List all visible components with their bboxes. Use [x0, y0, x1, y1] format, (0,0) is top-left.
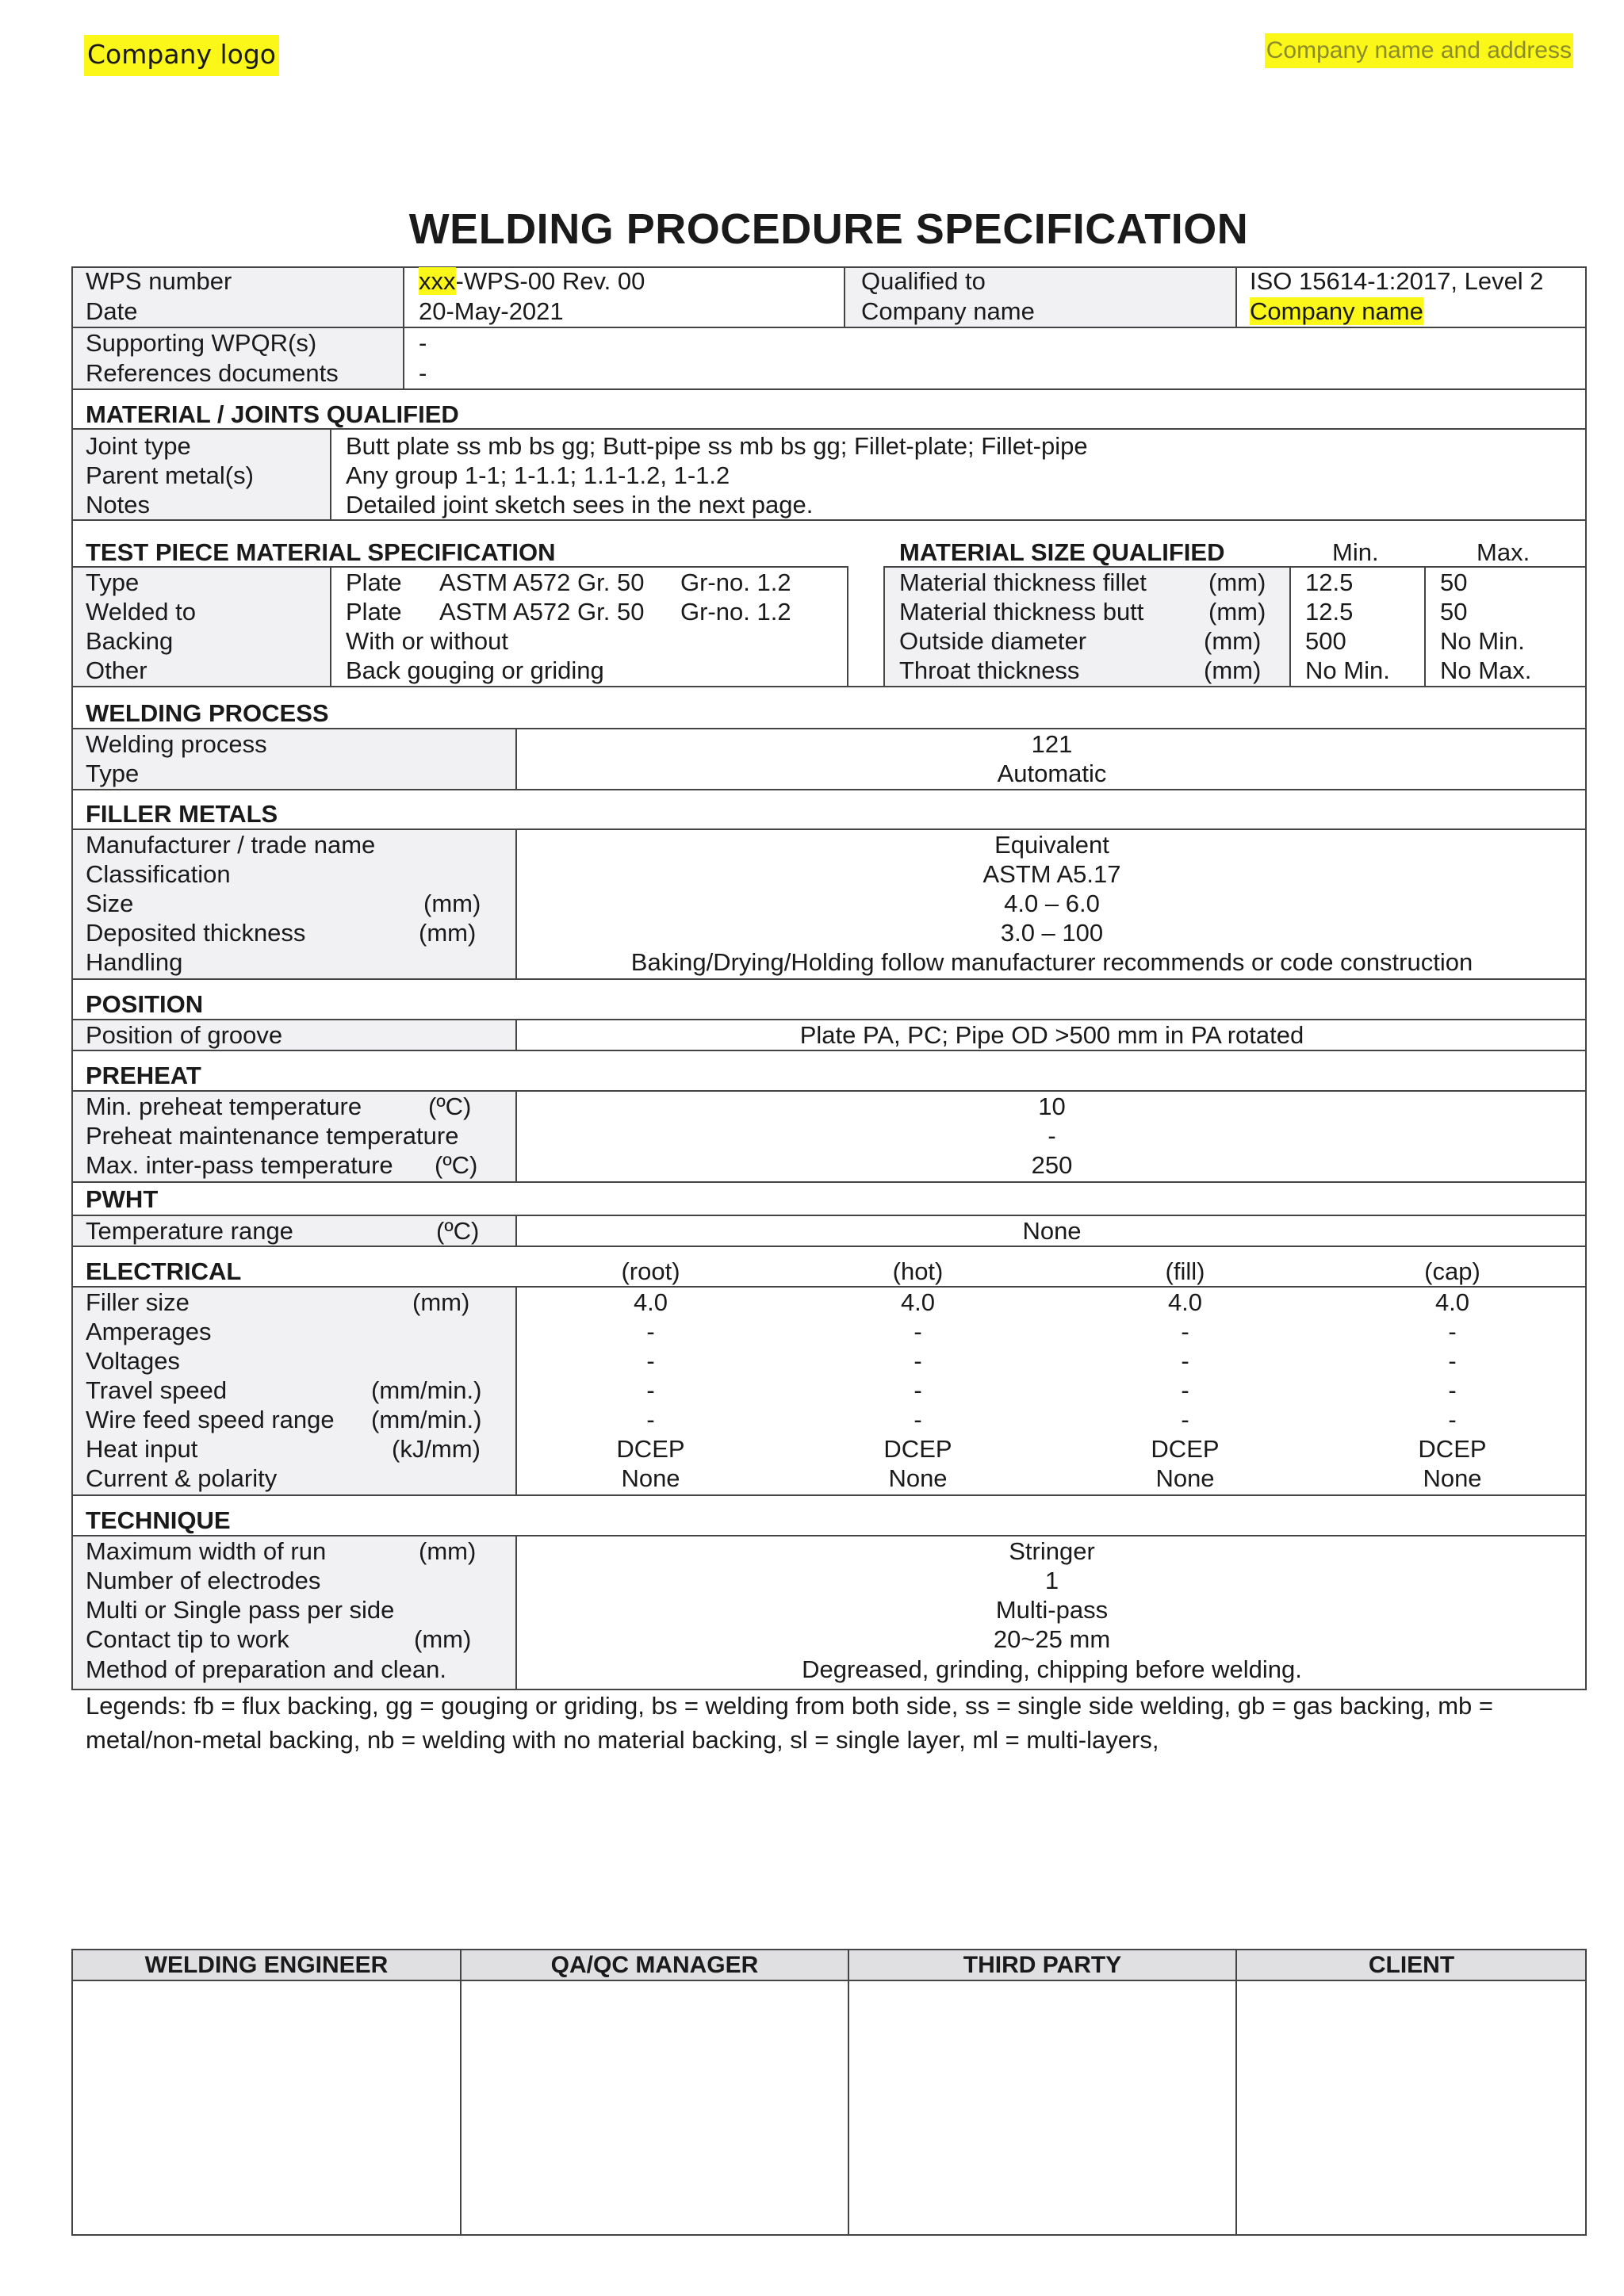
max-interpass-label: Max. inter-pass temperature: [86, 1151, 393, 1179]
preheat-maintenance-label: Preheat maintenance temperature: [86, 1122, 459, 1150]
contact-tip-unit: (mm): [414, 1625, 472, 1653]
elec-heat-input-hot: DCEP: [883, 1435, 952, 1463]
material-joints-heading: MATERIAL / JOINTS QUALIFIED: [86, 400, 459, 428]
tp-type-form: Plate: [346, 568, 402, 596]
size-max-header: Max.: [1477, 538, 1530, 566]
tp-welded-to-material: ASTM A572 Gr. 50: [439, 598, 645, 626]
elec-filler-size-hot: 4.0: [900, 1288, 936, 1316]
supporting-wpqr-label: Supporting WPQR(s): [86, 329, 317, 357]
size-throat-label: Throat thickness: [899, 656, 1080, 684]
tp-type-material: ASTM A572 Gr. 50: [439, 568, 645, 596]
filler-classification-label: Classification: [86, 860, 231, 888]
elec-travel-speed-fill: -: [1181, 1376, 1189, 1404]
elec-travel-speed-root: -: [646, 1376, 655, 1404]
elec-current-polarity-cap: None: [1423, 1464, 1482, 1492]
signature-welding-engineer: WELDING ENGINEER: [144, 1952, 389, 1978]
max-width-run-unit: (mm): [419, 1537, 477, 1565]
size-butt-max: 50: [1440, 598, 1468, 626]
elec-wire-feed-hot: -: [914, 1406, 922, 1433]
welding-process-heading: WELDING PROCESS: [86, 699, 329, 727]
notes-value: Detailed joint sketch sees in the next page.: [346, 491, 814, 519]
elec-heat-input-unit: (kJ/mm): [392, 1435, 481, 1463]
references-label: References documents: [86, 359, 339, 387]
wps-number-prefix: xxx: [419, 267, 456, 295]
max-interpass-value: 250: [1031, 1151, 1073, 1179]
size-od-max: No Min.: [1440, 627, 1525, 655]
pass-per-side-label: Multi or Single pass per side: [86, 1596, 395, 1624]
wps-number-label: WPS number: [86, 267, 232, 295]
wps-number-value: [419, 266, 645, 297]
max-width-run-value: Stringer: [1009, 1537, 1095, 1565]
preparation-method-value: Degreased, grinding, chipping before welding.: [802, 1655, 1302, 1683]
preparation-method-label: Method of preparation and clean.: [86, 1655, 446, 1683]
position-heading: POSITION: [86, 990, 204, 1018]
elec-current-polarity-label: Current & polarity: [86, 1464, 278, 1492]
company-name-address: Company name and address: [1265, 33, 1573, 68]
elec-voltages-cap: -: [1448, 1347, 1457, 1375]
size-fillet-unit: (mm): [1208, 568, 1266, 596]
size-fillet-label: Material thickness fillet: [899, 568, 1147, 596]
filler-handling-label: Handling: [86, 948, 183, 976]
elec-voltages-hot: -: [914, 1347, 922, 1375]
max-width-run-label: Maximum width of run: [86, 1537, 327, 1565]
date-value: 20-May-2021: [419, 297, 564, 325]
electrical-col-root: (root): [621, 1257, 680, 1285]
date-label: Date: [86, 297, 138, 325]
position-groove-value: Plate PA, PC; Pipe OD >500 mm in PA rotated: [799, 1021, 1304, 1049]
temperature-range-unit: (ºC): [436, 1217, 480, 1245]
elec-filler-size-unit: (mm): [412, 1288, 470, 1316]
contact-tip-label: Contact tip to work: [86, 1625, 289, 1653]
elec-amperages-root: -: [646, 1318, 655, 1345]
tp-welded-to-group: Gr-no. 1.2: [680, 598, 791, 626]
elec-travel-speed-hot: -: [914, 1376, 922, 1404]
signature-qaqc-manager: QA/QC MANAGER: [550, 1952, 759, 1978]
filler-manufacturer-label: Manufacturer / trade name: [86, 831, 376, 859]
elec-heat-input-label: Heat input: [86, 1435, 198, 1463]
company-name-value: [1250, 297, 1423, 327]
elec-travel-speed-unit: (mm/min.): [371, 1376, 482, 1404]
electrical-heading: ELECTRICAL: [86, 1257, 242, 1285]
size-min-header: Min.: [1332, 538, 1379, 566]
filler-deposited-unit: (mm): [419, 919, 477, 947]
size-od-label: Outside diameter: [899, 627, 1087, 655]
joint-type-label: Joint type: [86, 432, 191, 460]
wps-number-rest: -WPS-00 Rev. 00: [455, 267, 645, 295]
welding-type-value: Automatic: [997, 760, 1107, 787]
contact-tip-value: 20~25 mm: [993, 1625, 1111, 1653]
qualified-to-label: Qualified to: [861, 267, 986, 295]
size-throat-max: No Max.: [1440, 656, 1532, 684]
size-throat-min: No Min.: [1305, 656, 1390, 684]
notes-label: Notes: [86, 491, 150, 519]
tp-type-group: Gr-no. 1.2: [680, 568, 791, 596]
elec-amperages-label: Amperages: [86, 1318, 212, 1345]
min-preheat-label: Min. preheat temperature: [86, 1093, 362, 1120]
number-electrodes-label: Number of electrodes: [86, 1567, 321, 1594]
elec-current-polarity-root: None: [621, 1464, 680, 1492]
signature-client: CLIENT: [1368, 1952, 1455, 1978]
legend-text: Legends: fb = flux backing, gg = gouging or griding, bs = welding from both side, ss = single side welding, gb = gas backing, mb = metal/non-metal backing, nb = welding with no material backing, sl = single layer, ml = multi-layers,: [86, 1692, 1493, 1754]
tp-welded-to-label: Welded to: [86, 598, 197, 626]
size-fillet-min: 12.5: [1305, 568, 1354, 596]
elec-filler-size-cap: 4.0: [1434, 1288, 1470, 1316]
elec-heat-input-cap: DCEP: [1418, 1435, 1487, 1463]
electrical-col-hot: (hot): [892, 1257, 944, 1285]
max-interpass-unit: (ºC): [435, 1151, 478, 1179]
temperature-range-label: Temperature range: [86, 1217, 293, 1245]
number-electrodes-value: 1: [1044, 1567, 1059, 1594]
tp-type-label: Type: [86, 568, 140, 596]
elec-filler-size-root: 4.0: [633, 1288, 668, 1316]
elec-filler-size-fill: 4.0: [1167, 1288, 1203, 1316]
filler-size-unit: (mm): [423, 890, 481, 917]
test-piece-heading: TEST PIECE MATERIAL SPECIFICATION: [86, 538, 556, 566]
elec-voltages-fill: -: [1181, 1347, 1189, 1375]
elec-filler-size-label: Filler size: [86, 1288, 190, 1316]
qualified-to-value: ISO 15614-1:2017, Level 2: [1250, 267, 1544, 295]
elec-wire-feed-unit: (mm/min.): [371, 1406, 482, 1433]
filler-deposited-value: 3.0 – 100: [1000, 919, 1104, 947]
filler-metals-heading: FILLER METALS: [86, 800, 278, 828]
technique-heading: TECHNIQUE: [86, 1506, 231, 1534]
elec-voltages-root: -: [646, 1347, 655, 1375]
filler-size-label: Size: [86, 890, 134, 917]
elec-current-polarity-fill: None: [1155, 1464, 1215, 1492]
electrical-col-fill: (fill): [1165, 1257, 1205, 1285]
filler-deposited-label: Deposited thickness: [86, 919, 306, 947]
tp-other-label: Other: [86, 656, 147, 684]
elec-travel-speed-label: Travel speed: [86, 1376, 228, 1404]
temperature-range-value: None: [1022, 1217, 1082, 1245]
supporting-wpqr-value: -: [419, 329, 427, 357]
welding-process-value: 121: [1031, 730, 1073, 758]
size-od-min: 500: [1305, 627, 1346, 655]
size-butt-label: Material thickness butt: [899, 598, 1144, 626]
filler-classification-value: ASTM A5.17: [982, 860, 1121, 888]
elec-heat-input-fill: DCEP: [1151, 1435, 1220, 1463]
pwht-heading: PWHT: [86, 1185, 159, 1213]
elec-amperages-fill: -: [1181, 1318, 1189, 1345]
size-throat-unit: (mm): [1204, 656, 1262, 684]
elec-heat-input-root: DCEP: [616, 1435, 685, 1463]
elec-amperages-hot: -: [914, 1318, 922, 1345]
parent-metal-value: Any group 1-1; 1-1.1; 1.1-1.2, 1-1.2: [346, 461, 730, 489]
elec-amperages-cap: -: [1448, 1318, 1457, 1345]
elec-wire-feed-root: -: [646, 1406, 655, 1433]
elec-wire-feed-label: Wire feed speed range: [86, 1406, 335, 1433]
min-preheat-unit: (ºC): [428, 1093, 472, 1120]
size-qualified-heading: MATERIAL SIZE QUALIFIED: [899, 538, 1225, 566]
tp-backing-label: Backing: [86, 627, 174, 655]
elec-current-polarity-hot: None: [888, 1464, 948, 1492]
welding-process-label: Welding process: [86, 730, 267, 758]
references-value: -: [419, 359, 427, 387]
size-butt-unit: (mm): [1208, 598, 1266, 626]
company-name-label: Company name: [861, 297, 1035, 325]
page-title: WELDING PROCEDURE SPECIFICATION: [408, 205, 1249, 253]
elec-wire-feed-fill: -: [1181, 1406, 1189, 1433]
size-od-unit: (mm): [1204, 627, 1262, 655]
signature-third-party: THIRD PARTY: [963, 1952, 1122, 1978]
joint-type-value: Butt plate ss mb bs gg; Butt-pipe ss mb bs gg; Fillet-plate; Fillet-pipe: [346, 432, 1088, 460]
size-butt-min: 12.5: [1305, 598, 1354, 626]
pass-per-side-value: Multi-pass: [995, 1596, 1109, 1624]
tp-welded-to-form: Plate: [346, 598, 402, 626]
preheat-maintenance-value: -: [1048, 1122, 1056, 1150]
filler-manufacturer-value: Equivalent: [994, 831, 1109, 859]
elec-voltages-label: Voltages: [86, 1347, 180, 1375]
welding-type-label: Type: [86, 760, 140, 787]
min-preheat-value: 10: [1038, 1093, 1066, 1120]
elec-wire-feed-cap: -: [1448, 1406, 1457, 1433]
filler-size-value: 4.0 – 6.0: [1004, 890, 1100, 917]
tp-backing-value: With or without: [346, 627, 509, 655]
filler-handling-value: Baking/Drying/Holding follow manufacturer recommends or code construction: [630, 948, 1473, 976]
position-groove-label: Position of groove: [86, 1021, 283, 1049]
company-name-highlight: Company name: [1250, 297, 1423, 325]
preheat-heading: PREHEAT: [86, 1062, 201, 1089]
parent-metal-label: Parent metal(s): [86, 461, 254, 489]
company-logo-placeholder: Company logo: [84, 35, 279, 76]
elec-travel-speed-cap: -: [1448, 1376, 1457, 1404]
size-fillet-max: 50: [1440, 568, 1468, 596]
electrical-col-cap: (cap): [1424, 1257, 1480, 1285]
tp-other-value: Back gouging or griding: [346, 656, 604, 684]
